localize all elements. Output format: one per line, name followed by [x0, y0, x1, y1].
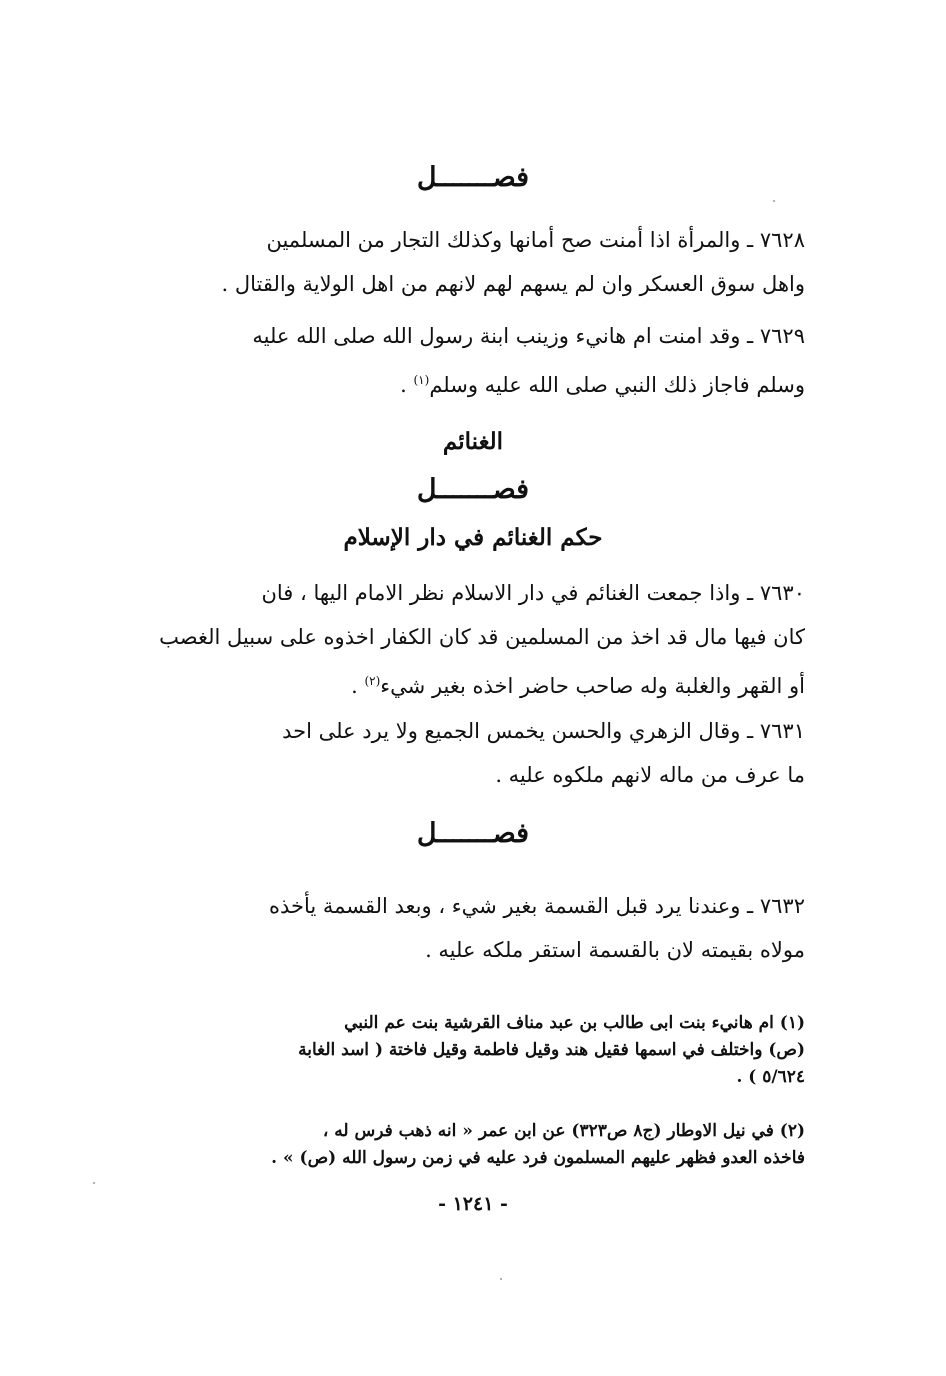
section-heading-hukm: حكم الغنائم في دار الإسلام: [343, 524, 603, 551]
section-heading-fasl: فصـــــــل: [416, 474, 530, 505]
paragraph-line: مولاه بقيمته لان بالقسمة استقر ملكه عليه .: [425, 938, 805, 962]
paragraph-line: [165, 659, 805, 708]
section-heading-fasl: فصـــــــل: [416, 162, 530, 193]
scan-speck: [500, 1278, 502, 1280]
paragraph-7628: [165, 218, 805, 306]
paragraph-line: كان فيها مال قد اخذ من المسلمين قد كان الكفار اخذوه على سبيل الغصب: [159, 625, 805, 649]
paragraph-line: ٧٦٣٢ ـ وعندنا يرد قبل القسمة بغير شيء ، وبعد القسمة يأخذه: [268, 894, 805, 918]
paragraph-text: .: [400, 373, 414, 397]
paragraph-line: ٧٦٢٨ ـ والمرأة اذا أمنت صح أمانها وكذلك التجار من المسلمين: [266, 228, 805, 252]
paragraph-line: واهل سوق العسكر وان لم يسهم لهم لانهم من اهل الولاية والقتال .: [221, 272, 805, 296]
footnote-2: [165, 1118, 805, 1172]
footnote-ref: (١): [413, 373, 430, 387]
paragraph-text: أو القهر والغلبة وله صاحب حاضر اخذه بغير شيء: [380, 674, 805, 698]
paragraph-line: ما عرف من ماله لانهم ملكوه عليه .: [495, 763, 805, 787]
paragraph-line: ٧٦٣١ ـ وقال الزهري والحسن يخمس الجميع ولا يرد على احد: [282, 719, 805, 743]
scan-speck: [93, 1182, 95, 1184]
paragraph-7630: [159, 571, 805, 708]
paragraph-7631: [165, 709, 805, 797]
paragraph-line: ٧٦٣٠ ـ واذا جمعت الغنائم في دار الاسلام نظر الامام اليها ، فان: [261, 581, 805, 605]
footnote-line: فاخذه العدو فظهر عليهم المسلمون فرد عليه في زمن رسول الله (ص) » .: [271, 1148, 805, 1168]
paragraph-text: .: [351, 674, 365, 698]
paragraph-line: [165, 358, 805, 407]
footnote-1: [165, 1010, 805, 1091]
footnote-line: ٥/٦٢٤ ) .: [736, 1067, 805, 1087]
paragraph-7632: [165, 884, 805, 972]
footnote-ref: (٢): [364, 674, 381, 688]
scan-speck: [773, 200, 775, 202]
page-number: - ١٢٤١ -: [438, 1193, 508, 1215]
footnote-line: (٢) في نيل الاوطار (ج٨ ص٣٢٣) عن ابن عمر « انه ذهب فرس له ،: [322, 1121, 805, 1141]
footnote-line: (١) ام هانيء بنت ابى طالب بن عبد مناف القرشية بنت عم النبي: [344, 1013, 805, 1033]
footnote-line: (ص) واختلف في اسمها فقيل هند وقيل فاطمة وقيل فاختة ( اسد الغابة: [298, 1040, 805, 1060]
section-heading-fasl: فصـــــــل: [416, 818, 530, 849]
section-heading-ghanaim: الغنائم: [442, 428, 504, 455]
paragraph-7629: [165, 314, 805, 407]
paragraph-line: ٧٦٢٩ ـ وقد امنت ام هانيء وزينب ابنة رسول الله صلى الله عليه: [252, 324, 805, 348]
paragraph-text: وسلم فاجاز ذلك النبي صلى الله عليه وسلم: [429, 373, 805, 397]
